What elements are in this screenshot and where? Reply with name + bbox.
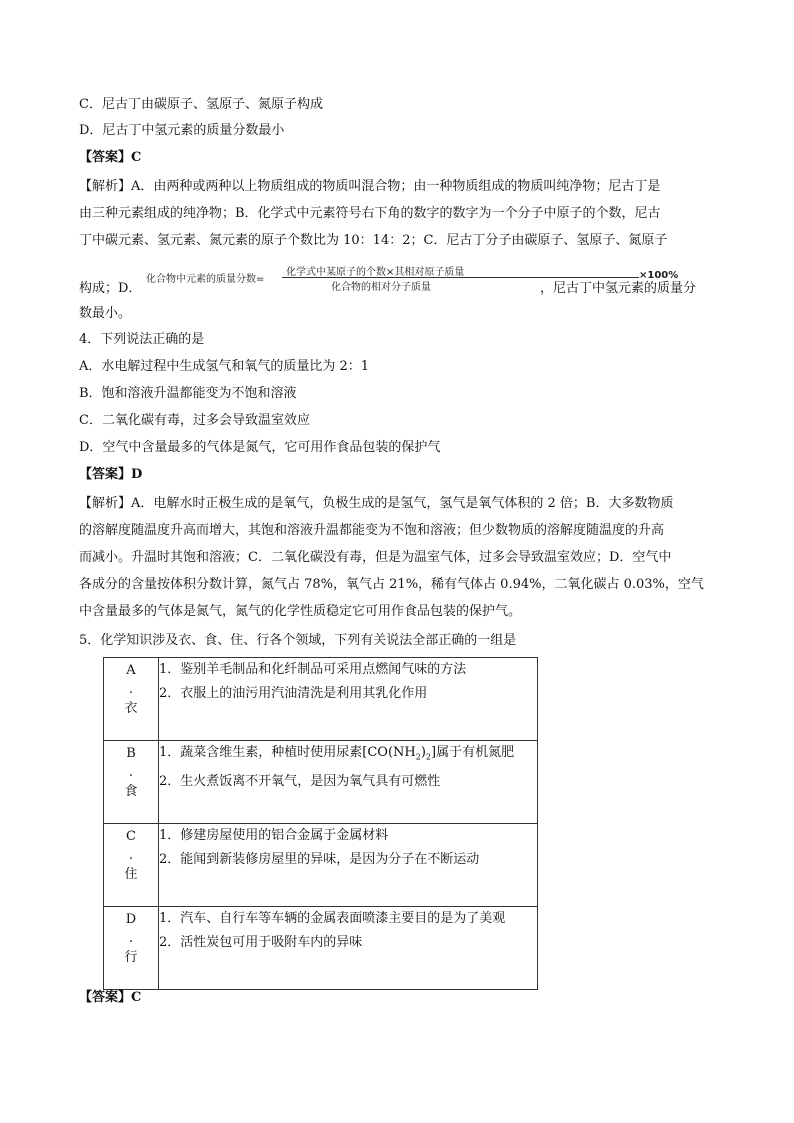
q4-analysis-line-3: 而减小。升温时其饱和溶液；C．二氧化碳没有毒，但是为温室气体，过多会导致温室效应；D．空气中	[79, 550, 672, 565]
q3-analysis-line-4-suffix: ，尼古丁中氢元素的质量分	[540, 281, 697, 296]
table-row	[104, 658, 538, 741]
q3-analysis-line-5: 数最小。	[79, 306, 132, 321]
formula-percent: ×100%	[639, 270, 679, 281]
q3-analysis-line-1: 【解析】A．由两种或两种以上物质组成的物质叫混合物；由一种物质组成的物质叫纯净物；尼古丁是	[79, 179, 661, 194]
q4-answer: 【答案】D	[79, 467, 143, 482]
option-statements-cell: 1．蔬菜含维生素，种植时使用尿素$[CO(NH_2)_2]$属于有机氮肥 2．生火煮饭离不开氧气，是因为氧气具有可燃性	[159, 741, 538, 824]
urea-statement: 1．蔬菜含维生素，种植时使用尿素$[CO(NH_2)_2]$属于有机氮肥	[159, 745, 515, 762]
q3-analysis-line-4-prefix: 构成；D．	[79, 281, 142, 296]
table-row	[104, 741, 538, 824]
q4-analysis-line-5: 中含量最多的气体是氮气，氮气的化学性质稳定它可用作食品包装的保护气。	[79, 604, 522, 619]
q3-answer: 【答案】C	[79, 150, 142, 165]
q4-stem: 4．下列说法正确的是	[79, 332, 205, 347]
q4-option-b: B．饱和溶液升温都能变为不饱和溶液	[79, 386, 297, 401]
q4-option-a: A．水电解过程中生成氢气和氧气的质量比为 2：1	[79, 359, 370, 374]
q4-analysis-line-2: 的溶解度随温度升高而增大，其饱和溶液升温都能变为不饱和溶液；但少数物质的溶解度随温度的升高	[79, 523, 665, 538]
formula-denominator: 化合物的相对分子质量	[331, 282, 431, 293]
q5-options-table	[103, 657, 538, 990]
table-row	[104, 907, 538, 990]
q5-answer: 【答案】C	[79, 990, 142, 1005]
table-row	[104, 824, 538, 907]
option-label-cell: A . 衣	[104, 658, 159, 741]
q3-option-d: D．尼古丁中氢元素的质量分数最小	[79, 123, 285, 138]
q5-stem: 5．化学知识涉及衣、食、住、行各个领域，下列有关说法全部正确的一组是	[79, 633, 517, 648]
option-statements-cell: 1．鉴别羊毛制品和化纤制品可采用点燃闻气味的方法 2．衣服上的油污用汽油清洗是利用其乳化作用	[159, 658, 538, 741]
q4-analysis-line-1: 【解析】A．电解水时正极生成的是氧气，负极生成的是氢气，氢气是氧气体积的 2 倍；B．大多数物质	[79, 496, 674, 511]
option-statements-cell: 1．汽车、自行车等车辆的金属表面喷漆主要目的是为了美观 2．活性炭包可用于吸附车内的异味	[159, 907, 538, 990]
option-statements-cell: 1．修建房屋使用的铝合金属于金属材料 2．能闻到新装修房屋里的异味，是因为分子在不断运动	[159, 824, 538, 907]
formula-numerator: 化学式中某原子的个数×其相对原子质量	[286, 267, 465, 278]
option-label-cell: C . 住	[104, 824, 159, 907]
q4-option-d: D．空气中含量最多的气体是氮气，它可用作食品包装的保护气	[79, 440, 441, 455]
formula-lhs: 化合物中元素的质量分数=	[146, 274, 265, 285]
option-label-cell: B . 食	[104, 741, 159, 824]
q3-analysis-line-3: 丁中碳元素、氢元素、氮元素的原子个数比为 10：14：2；C．尼古丁分子由碳原子、氢原子、氮原子	[79, 233, 668, 248]
q4-option-c: C．二氧化碳有毒，过多会导致温室效应	[79, 413, 310, 428]
q3-analysis-line-2: 由三种元素组成的纯净物；B．化学式中元素符号右下角的数字的数字为一个分子中原子的个数，尼古	[79, 206, 661, 221]
q4-analysis-line-4: 各成分的含量按体积分数计算，氮气占 78%，氧气占 21%，稀有气体占 0.94%，二氧化碳占 0.03%，空气	[79, 577, 704, 592]
q3-option-c: C．尼古丁由碳原子、氢原子、氮原子构成	[79, 97, 323, 112]
option-label-cell: D . 行	[104, 907, 159, 990]
